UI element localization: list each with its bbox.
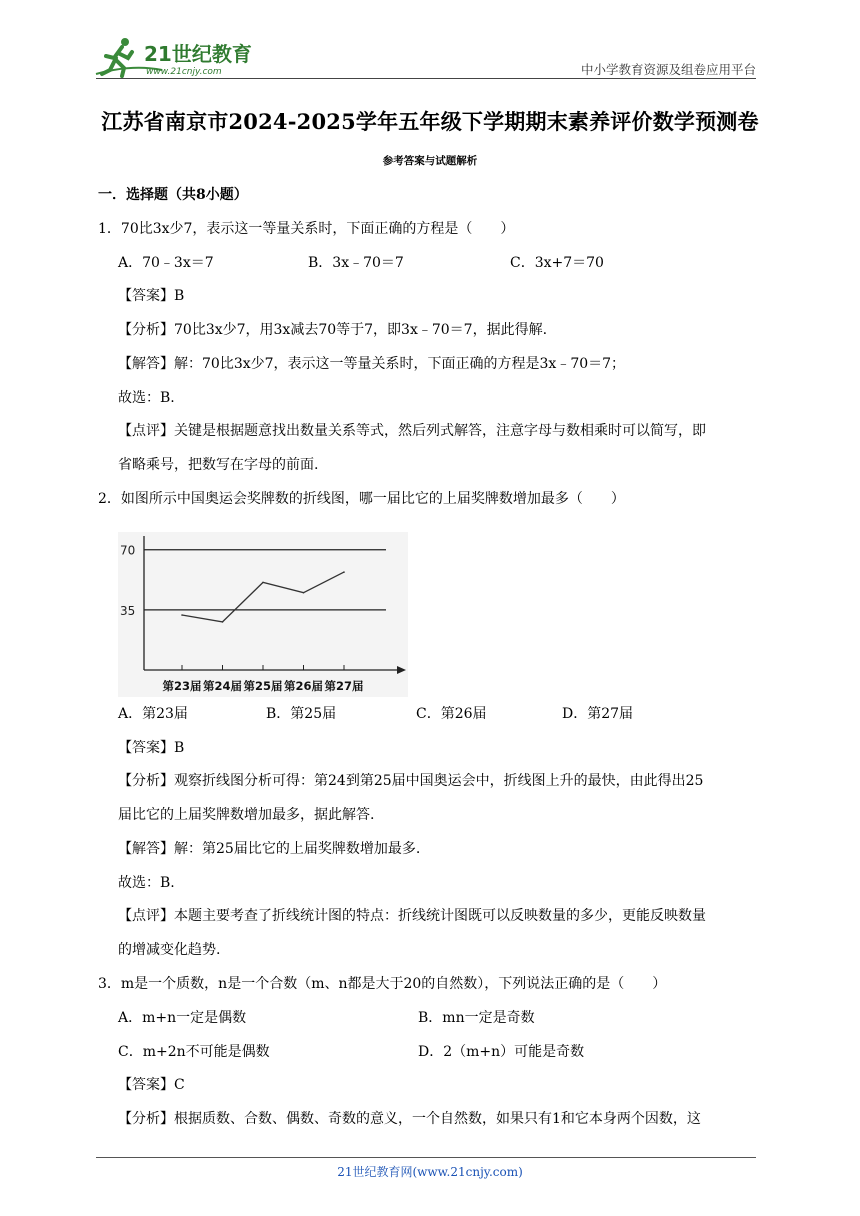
x-tick-label: 第27届 bbox=[324, 679, 364, 693]
section-heading: 一．选择题（共8小题） bbox=[98, 187, 248, 203]
q2-comment-line1: 【点评】本题主要考查了折线统计图的特点：折线统计图既可以反映数量的多少，更能反映数量 bbox=[118, 908, 706, 924]
q3-option-d: D．2（m+n）可能是奇数 bbox=[418, 1044, 585, 1060]
header-platform-text: 中小学教育资源及组卷应用平台 bbox=[580, 62, 756, 77]
q1-analysis: 【分析】70比3x少7，用3x减去70等于7，即3x﹣70＝7，据此得解. bbox=[118, 322, 548, 338]
logo-url: www.21cnjy.com bbox=[146, 67, 222, 77]
medal-line-chart bbox=[118, 532, 408, 697]
x-tick-label: 第26届 bbox=[283, 679, 324, 693]
y-tick-label: 70 bbox=[120, 543, 136, 558]
x-tick-label: 第23届 bbox=[162, 679, 202, 693]
q1-option-a: A．70﹣3x＝7 bbox=[118, 255, 214, 271]
q2-analysis-line2: 届比它的上届奖牌数增加最多，据此解答. bbox=[118, 807, 375, 823]
header-divider bbox=[96, 78, 756, 79]
q2-analysis-line1: 【分析】观察折线图分析可得：第24到第25届中国奥运会中，折线图上升的最快，由此得出25 bbox=[118, 773, 704, 789]
q2-option-b: B．第25届 bbox=[266, 706, 337, 722]
q3-option-b: B．mn一定是奇数 bbox=[418, 1010, 535, 1026]
x-tick-label: 第24届 bbox=[202, 679, 243, 693]
q1-comment-line2: 省略乘号，把数写在字母的前面. bbox=[118, 457, 319, 473]
q1-answer: 【答案】B bbox=[118, 288, 185, 304]
q1-option-c: C．3x+7＝70 bbox=[510, 255, 604, 271]
page-title: 江苏省南京市2024-2025学年五年级下学期期末素养评价数学预测卷 bbox=[101, 109, 759, 134]
q3-answer: 【答案】C bbox=[118, 1077, 185, 1093]
data-point bbox=[181, 614, 183, 616]
footer-divider bbox=[96, 1157, 756, 1158]
q2-option-d: D．第27届 bbox=[562, 706, 634, 722]
data-point bbox=[343, 571, 345, 573]
chart-background bbox=[118, 532, 408, 697]
q1-comment-line1: 【点评】关键是根据题意找出数量关系等式，然后列式解答，注意字母与数相乘时可以简写，即 bbox=[118, 423, 706, 439]
q2-comment-line2: 的增减变化趋势. bbox=[118, 942, 221, 958]
q1-choose: 故选：B. bbox=[118, 390, 175, 406]
q2-stem: 2．如图所示中国奥运会奖牌数的折线图，哪一届比它的上届奖牌数增加最多（ ） bbox=[98, 491, 625, 507]
x-tick-label: 第25届 bbox=[243, 679, 283, 693]
q1-option-b: B．3x﹣70＝7 bbox=[308, 255, 404, 271]
page-subtitle: 参考答案与试题解析 bbox=[382, 155, 478, 167]
site-logo bbox=[92, 34, 262, 80]
q3-analysis-line1: 【分析】根据质数、合数、偶数、奇数的意义，一个自然数，如果只有1和它本身两个因数，这 bbox=[118, 1111, 701, 1127]
q3-option-a: A．m+n一定是偶数 bbox=[118, 1010, 247, 1026]
data-point bbox=[303, 592, 305, 594]
y-tick-label: 35 bbox=[120, 603, 136, 618]
q1-stem: 1．70比3x少7，表示这一等量关系时，下面正确的方程是（ ） bbox=[98, 221, 515, 237]
data-point bbox=[262, 582, 264, 584]
logo-text: 21世纪教育 bbox=[144, 42, 252, 66]
q2-answer: 【答案】B bbox=[118, 740, 185, 756]
footer-link[interactable]: 21世纪教育网(www.21cnjy.com) bbox=[337, 1165, 523, 1179]
q3-stem: 3．m是一个质数，n是一个合数（m、n都是大于20的自然数），下列说法正确的是（ ） bbox=[98, 976, 667, 992]
q1-solution: 【解答】解：70比3x少7，表示这一等量关系时，下面正确的方程是3x﹣70＝7； bbox=[118, 356, 626, 372]
q2-option-c: C．第26届 bbox=[416, 706, 487, 722]
q2-option-a: A．第23届 bbox=[118, 706, 188, 722]
q3-option-c: C．m+2n不可能是偶数 bbox=[118, 1044, 270, 1060]
data-point bbox=[222, 621, 224, 623]
q2-solution: 【解答】解：第25届比它的上届奖牌数增加最多. bbox=[118, 841, 421, 857]
q2-choose: 故选：B. bbox=[118, 875, 175, 891]
